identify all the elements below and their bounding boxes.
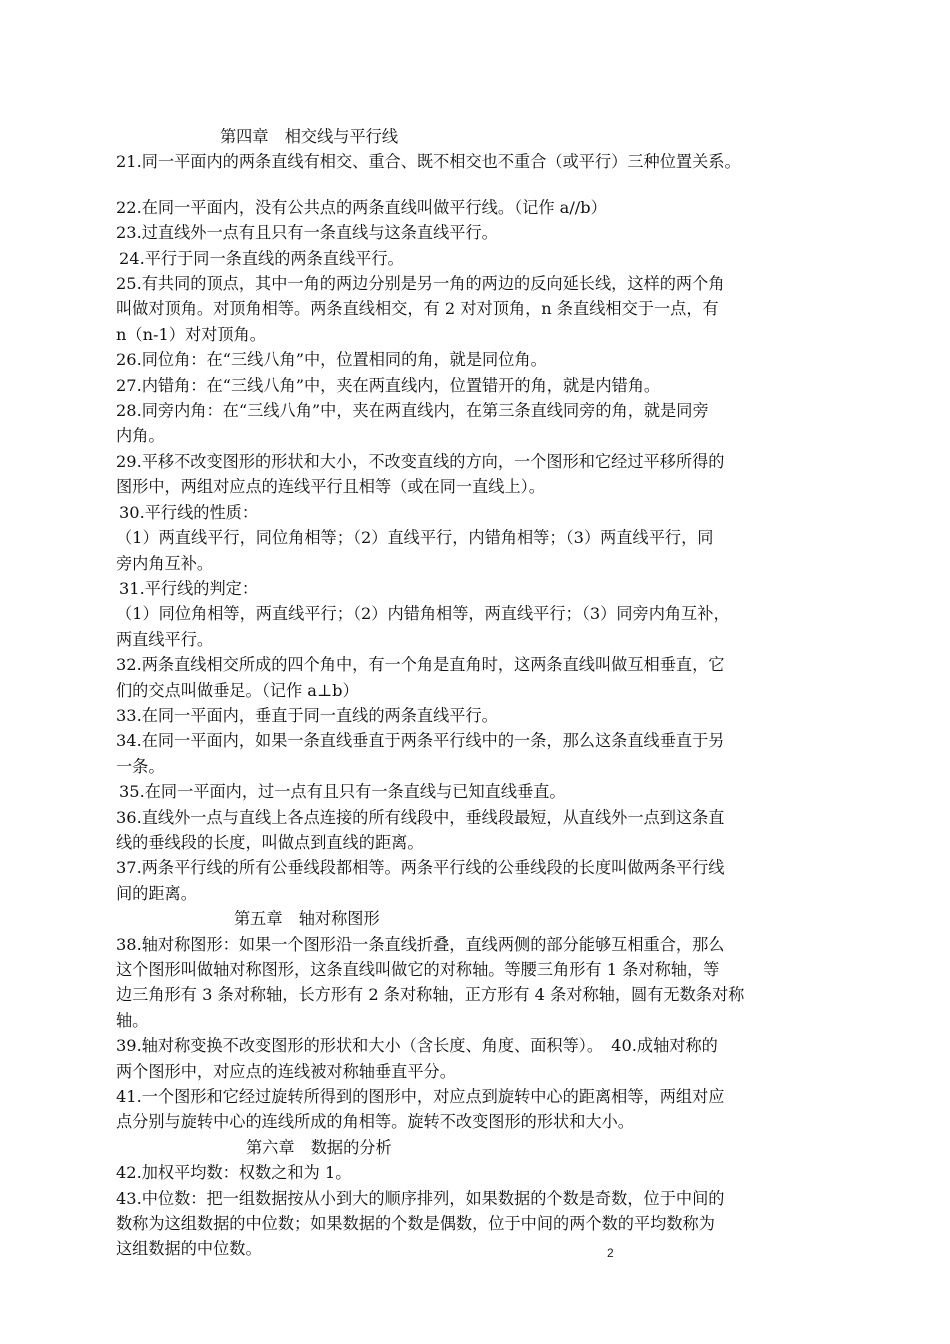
item-23: 23.过直线外一点有且只有一条直线与这条直线平行。 bbox=[116, 223, 498, 243]
item-26: 26.同位角：在“三线八角”中，位置相同的角，就是同位角。 bbox=[116, 350, 547, 370]
item-24: 24.平行于同一条直线的两条直线平行。 bbox=[119, 248, 404, 268]
item-33: 33.在同一平面内，垂直于同一直线的两条直线平行。 bbox=[116, 705, 498, 725]
chapter-heading-5: 第五章 轴对称图形 bbox=[234, 909, 380, 929]
item-30-line-1: （1）两直线平行，同位角相等；（2）直线平行，内错角相等；（3）两直线平行，同 bbox=[116, 528, 714, 548]
item-21: 21.同一平面内的两条直线有相交、重合、既不相交也不重合（或平行）三种位置关系。 bbox=[116, 152, 741, 172]
item-34-line-2: 一条。 bbox=[116, 756, 165, 776]
blank-line bbox=[116, 175, 846, 195]
item-43-line-1: 43.中位数：把一组数据按从小到大的顺序排列，如果数据的个数是奇数，位于中间的 bbox=[116, 1188, 725, 1208]
item-43-line-2: 数称为这组数据的中位数；如果数据的个数是偶数，位于中间的两个数的平均数称为 bbox=[116, 1214, 715, 1234]
item-29-line-1: 29.平移不改变图形的形状和大小，不改变直线的方向，一个图形和它经过平移所得的 bbox=[116, 451, 725, 471]
item-30-line-2: 旁内角互补。 bbox=[116, 553, 214, 573]
document-body bbox=[116, 124, 846, 1262]
item-38-line-2: 这个图形叫做轴对称图形，这条直线叫做它的对称轴。等腰三角形有 1 条对称轴，等 bbox=[116, 960, 720, 979]
item-36-line-2: 线的垂线段的长度，叫做点到直线的距离。 bbox=[116, 832, 424, 852]
item-25-line-2: 叫做对顶角。对顶角相等。两条直线相交，有 2 对对顶角，n 条直线相交于一点，有 bbox=[116, 299, 719, 319]
item-25-line-3: n（n-1）对对顶角。 bbox=[116, 324, 266, 344]
item-32-line-2: 们的交点叫做垂足。（记作 a⊥b） bbox=[116, 680, 359, 700]
item-40-line-2: 两个图形中，对应点的连线被对称轴垂直平分。 bbox=[116, 1061, 456, 1081]
item-31-line-2: 两直线平行。 bbox=[116, 629, 214, 649]
chapter-heading-6: 第六章 数据的分析 bbox=[246, 1137, 392, 1157]
item-38-line-4: 轴。 bbox=[116, 1010, 149, 1030]
item-38-line-1: 38.轴对称图形：如果一个图形沿一条直线折叠，直线两侧的部分能够互相重合，那么 bbox=[116, 934, 725, 954]
item-31-line-1: （1）同位角相等，两直线平行；（2）内错角相等，两直线平行；（3）同旁内角互补， bbox=[116, 604, 730, 624]
item-29-line-2: 图形中，两组对应点的连线平行且相等（或在同一直线上）。 bbox=[116, 477, 545, 497]
item-41-line-1: 41.一个图形和它经过旋转所得到的图形中，对应点到旋转中心的距离相等，两组对应 bbox=[116, 1087, 725, 1107]
item-42: 42.加权平均数：权数之和为 1。 bbox=[116, 1163, 352, 1183]
item-31-heading: 31.平行线的判定： bbox=[119, 578, 259, 598]
item-35: 35.在同一平面内，过一点有且只有一条直线与已知直线垂直。 bbox=[119, 782, 566, 802]
item-28-line-2: 内角。 bbox=[116, 426, 165, 446]
item-25-line-1: 25.有共同的顶点，其中一角的两边分别是另一角的两边的反向延长线，这样的两个角 bbox=[116, 274, 725, 294]
item-39-40-line-1: 39.轴对称变换不改变图形的形状和大小（含长度、角度、面积等）。 40.成轴对称的 bbox=[116, 1036, 718, 1056]
item-27: 27.内错角：在“三线八角”中，夹在两直线内，位置错开的角，就是内错角。 bbox=[116, 375, 661, 395]
item-28-line-1: 28.同旁内角：在“三线八角”中，夹在两直线内，在第三条直线同旁的角，就是同旁 bbox=[116, 401, 709, 421]
item-36-line-1: 36.直线外一点与直线上各点连接的所有线段中，垂线段最短，从直线外一点到这条直 bbox=[116, 807, 725, 827]
item-37-line-2: 间的距离。 bbox=[116, 883, 197, 903]
item-34-line-1: 34.在同一平面内，如果一条直线垂直于两条平行线中的一条，那么这条直线垂直于另 bbox=[116, 731, 725, 751]
item-32-line-1: 32.两条直线相交所成的四个角中，有一个角是直角时，这两条直线叫做互相垂直，它 bbox=[116, 655, 725, 675]
item-38-line-3: 边三角形有 3 条对称轴，长方形有 2 条对称轴，正方形有 4 条对称轴，圆有无数条对称 bbox=[116, 985, 745, 1005]
item-22: 22.在同一平面内，没有公共点的两条直线叫做平行线。（记作 a//b） bbox=[116, 197, 607, 217]
item-41-line-2: 点分别与旋转中心的连线所成的角相等。旋转不改变图形的形状和大小。 bbox=[116, 1112, 634, 1132]
page-number: 2 bbox=[607, 1246, 614, 1260]
item-37-line-1: 37.两条平行线的所有公垂线段都相等。两条平行线的公垂线段的长度叫做两条平行线 bbox=[116, 858, 725, 878]
chapter-heading-4: 第四章 相交线与平行线 bbox=[220, 127, 399, 146]
item-43-line-3: 这组数据的中位数。 bbox=[116, 1239, 262, 1259]
item-30-heading: 30.平行线的性质： bbox=[119, 502, 259, 522]
